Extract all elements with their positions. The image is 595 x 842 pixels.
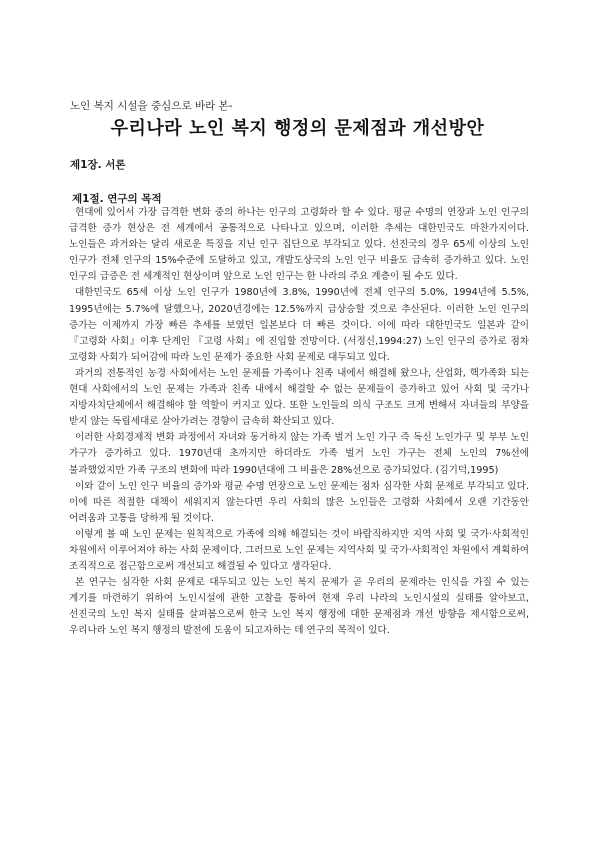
- paragraph: 이와 같이 노인 인구 비율의 증가와 평균 수명 연장으로 노인 문제는 점차 심각한 사회 문제로 부각되고 있다. 이에 따른 적절한 대책이 세워지지 않는다면 우리 사회의 많은 노인들은 고령화 사회에서 오랜 기간동안 어려움과 고통을 당하게 될 것이다.: [69, 480, 529, 524]
- document-title: 우리나라 노인 복지 행정의 문제점과 개선방안: [110, 118, 485, 139]
- section-heading: 제1절. 연구의 목적: [72, 193, 162, 205]
- paragraph: 현대에 있어서 가장 급격한 변화 중의 하나는 인구의 고령화라 할 수 있다. 평균 수명의 연장과 노인 인구의 급격한 증가 현상은 전 세계에서 공통적으로 나타나고 있으며, 이러한 추세는 대한민국도 마찬가지이다. 노인들은 과거와는 달리 새로운 특징을 지닌 인구 집단으로 부각되고 있다. 선진국의 경우 65세 이상의 노인 인구가 전체 인구의 15%수준에 도달하고 있고, 개발도상국의 노인 인구 비율도 급속히 증가하고 있다. 노인 인구의 급증은 전 세계적인 현상이며 앞으로 노인 인구는 한 나라의 주요 계층이 될 수도 있다.: [69, 207, 529, 283]
- paragraph: 본 연구는 심각한 사회 문제로 대두되고 있는 노인 복지 문제가 곧 우리의 문제라는 인식을 가질 수 있는 계기를 마련하기 위하여 노인시설에 관한 고찰을 통하여 현재 우리 나라의 노인시설의 실태를 알아보고, 선진국의 노인 복지 실태를 살펴봄으로써 한국 노인 복지 행정에 대한 문제점과 개선 방향을 제시함으로써, 우리나라 노인 복지 행정의 발전에 도움이 되고자하는 데 연구의 목적이 있다.: [69, 577, 529, 637]
- paragraph: 이렇게 볼 때 노인 문제는 원칙적으로 가족에 의해 해결되는 것이 바람직하지만 지역 사회 및 국가·사회적인 차원에서 이루어져야 하는 사회 문제이다. 그러므로 노인 문제는 지역사회 및 국가·사회적인 차원에서 계획하여 조직적으로 접근함으로써 개선되고 해결될 수 있다고 생각된다.: [69, 528, 529, 573]
- document-subtitle: 노인 복지 시설을 중심으로 바라 본-: [70, 100, 233, 112]
- paragraph: 이러한 사회경제적 변화 과정에서 자녀와 동거하지 않는 가족 벌거 노인 가구 즉 독신 노인가구 및 부부 노인 가구가 증가하고 있다. 1970년대 초까지만 하더라도 가족 벌거 노인 가구는 전체 노인의 7%선에 불과했었지만 가족 구조의 변화에 따라 1990년대에 그 비율은 28%선으로 증가되었다. (김기덕,1995): [69, 432, 529, 476]
- paragraph: 과거의 전통적인 농경 사회에서는 노인 문제를 가족이나 친족 내에서 해결해 왔으나, 산업화, 핵가족화 되는 현대 사회에서의 노인 문제는 가족과 친족 내에서 해결할 수 없는 문제들이 증가하고 있어 사회 및 국가나 지방자치단체에서 해결해야 할 역할이 커지고 있다. 또한 노인들의 의식 구조도 크게 변해서 자녀들의 부양을 받지 않는 독립세대로 살아가려는 경향이 급속히 확산되고 있다.: [69, 367, 529, 428]
- chapter-heading: 제1장. 서론: [70, 159, 126, 171]
- paragraph: 대한민국도 65세 이상 노인 인구가 1980년에 3.8%, 1990년에 전체 인구의 5.0%, 1994년에 5.5%, 1995년에는 5.7%에 달했으나, 2020년경에는 12.5%까지 급상승할 것으로 추산된다. 이러한 노인 인구의 증가는 이제까지 가장 빠른 추세를 보였던 일본보다 더 빠른 것이다. 이에 따라 대한민국도 일본과 같이 『고령화 사회』이후 단계인 『고령 사회』에 진입할 전망이다. (서정신,1994:27) 노인 인구의 증가로 점차 고령화 사회가 되어감에 따라 노인 문제가 중요한 사회 문제로 대두되고 있다.: [69, 287, 529, 363]
- body-text: [69, 205, 529, 640]
